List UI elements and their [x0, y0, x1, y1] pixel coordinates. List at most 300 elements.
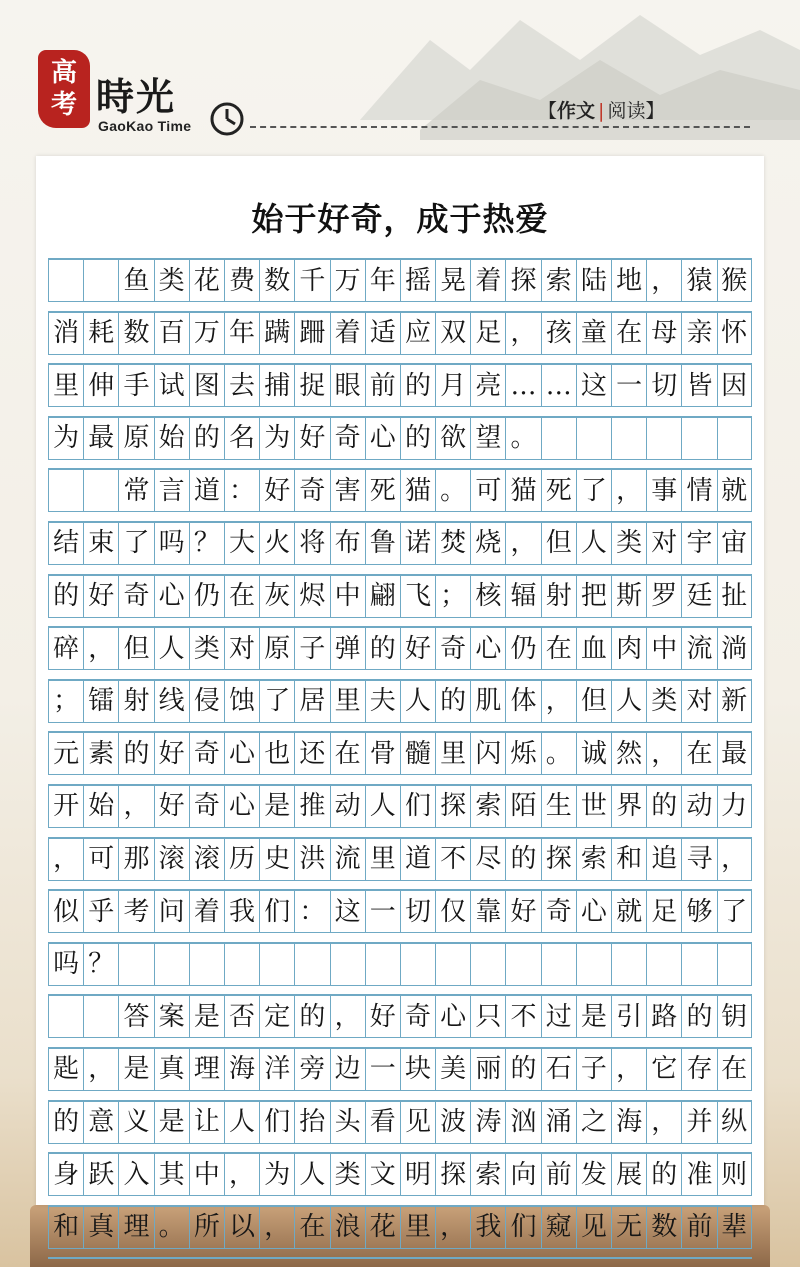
grid-row: [48, 1152, 752, 1205]
grid-cell: 界: [611, 786, 646, 828]
grid-cell: 里: [400, 1207, 435, 1249]
grid-cell: 大: [224, 523, 259, 565]
grid-cell: 骨: [365, 733, 400, 775]
grid-cell: 过: [541, 996, 576, 1038]
grid-cell: 试: [154, 365, 189, 407]
grid-cell: ，: [224, 1154, 259, 1196]
grid-cell: 名: [224, 418, 259, 460]
grid-cell: 在: [541, 628, 576, 670]
grid-cell: 了: [259, 681, 294, 723]
grid-cell: 的: [48, 576, 83, 618]
grid-cell: 案: [154, 996, 189, 1038]
grid-cell: 可: [83, 839, 118, 881]
grid-cell: ？: [189, 523, 224, 565]
grid-cell: ；: [435, 576, 470, 618]
grid-cell: 明: [400, 1154, 435, 1196]
grid-row: [48, 679, 752, 732]
grid-cell: 猫: [400, 470, 435, 512]
grid-cell: 仅: [435, 891, 470, 933]
grid-cell: 烬: [294, 576, 329, 618]
grid-cell: 在: [224, 576, 259, 618]
grid-cell: 流: [330, 839, 365, 881]
grid-cell: 所: [189, 1207, 224, 1249]
grid-cell: 了: [717, 891, 752, 933]
grid-cell: 去: [224, 365, 259, 407]
grid-cell: 无: [611, 1207, 646, 1249]
grid-cell: [541, 944, 576, 986]
grid-cell: 心: [435, 996, 470, 1038]
category-nav: [538, 96, 664, 123]
grid-cell: ；: [48, 681, 83, 723]
grid-cell: 。: [541, 733, 576, 775]
grid-cell: 的: [505, 1049, 540, 1091]
grid-cell: 侵: [189, 681, 224, 723]
grid-cell: 奇: [541, 891, 576, 933]
grid-cell: 块: [400, 1049, 435, 1091]
grid-cell: 一: [365, 1049, 400, 1091]
grid-cell: 吗: [154, 523, 189, 565]
grid-row: [48, 837, 752, 890]
grid-cell: 意: [83, 1102, 118, 1144]
grid-cell: 斯: [611, 576, 646, 618]
grid-cell: 也: [259, 733, 294, 775]
grid-cell: 然: [611, 733, 646, 775]
grid-cell: 为: [259, 1154, 294, 1196]
grid-cell: 线: [154, 681, 189, 723]
grid-cell: 人: [224, 1102, 259, 1144]
grid-cell: 在: [294, 1207, 329, 1249]
grid-cell: 引: [611, 996, 646, 1038]
grid-cell: 耗: [83, 313, 118, 355]
grid-cell: 奇: [400, 996, 435, 1038]
grid-cell: [294, 944, 329, 986]
grid-cell: 对: [224, 628, 259, 670]
grid-cell: 心: [365, 418, 400, 460]
grid-cell: 历: [224, 839, 259, 881]
grid-cell: ，: [646, 1102, 681, 1144]
grid-cell: [681, 418, 716, 460]
grid-cell: 理: [118, 1207, 153, 1249]
grid-cell: 孩: [541, 313, 576, 355]
grid-cell: 就: [611, 891, 646, 933]
grid-row: [48, 521, 752, 574]
grid-cell: 们: [400, 786, 435, 828]
grid-cell: 其: [154, 1154, 189, 1196]
grid-row: [48, 942, 752, 995]
grid-cell: 并: [681, 1102, 716, 1144]
grid-cell: 眼: [330, 365, 365, 407]
grid-cell: 好: [154, 786, 189, 828]
grid-cell: 类: [646, 681, 681, 723]
grid-cell: 涌: [541, 1102, 576, 1144]
grid-cell: 烁: [505, 733, 540, 775]
grid-cell: 世: [576, 786, 611, 828]
grid-cell: 的: [365, 628, 400, 670]
grid-cell: 怀: [717, 313, 752, 355]
grid-cell: ，: [83, 628, 118, 670]
writing-grid: [48, 258, 752, 1259]
grid-cell: 波: [435, 1102, 470, 1144]
grid-cell: 它: [646, 1049, 681, 1091]
grid-cell: 前: [365, 365, 400, 407]
grid-cell: [646, 944, 681, 986]
grid-cell: 对: [646, 523, 681, 565]
grid-cell: 猫: [505, 470, 540, 512]
grid-row: [48, 889, 752, 942]
grid-cell: 切: [646, 365, 681, 407]
grid-cell: 好: [294, 418, 329, 460]
grid-row: [48, 784, 752, 837]
essay-paper: [36, 156, 764, 1243]
grid-cell: 索: [470, 1154, 505, 1196]
grid-cell: 素: [83, 733, 118, 775]
grid-cell: 皆: [681, 365, 716, 407]
nav-item-essay[interactable]: 作文: [557, 100, 596, 122]
grid-cell: 千: [294, 260, 329, 302]
grid-cell: 鲁: [365, 523, 400, 565]
grid-cell: 鱼: [118, 260, 153, 302]
grid-cell: 伸: [83, 365, 118, 407]
brand-name: 時光: [96, 75, 177, 119]
grid-cell: 探: [435, 786, 470, 828]
grid-cell: 是: [189, 996, 224, 1038]
grid-cell: 奇: [435, 628, 470, 670]
grid-cell: 数: [259, 260, 294, 302]
grid-cell: 乎: [83, 891, 118, 933]
grid-cell: 布: [330, 523, 365, 565]
grid-cell: ，: [83, 1049, 118, 1091]
grid-cell: 是: [118, 1049, 153, 1091]
grid-cell: 陆: [576, 260, 611, 302]
grid-cell: 的: [681, 996, 716, 1038]
grid-cell: 仍: [189, 576, 224, 618]
grid-cell: 的: [435, 681, 470, 723]
grid-cell: 抬: [294, 1102, 329, 1144]
grid-cell: 的: [400, 365, 435, 407]
grid-cell: 年: [224, 313, 259, 355]
grid-cell: [435, 944, 470, 986]
grid-cell: 奇: [330, 418, 365, 460]
grid-cell: ：: [294, 891, 329, 933]
grid-cell: 淌: [717, 628, 752, 670]
grid-cell: ，: [435, 1207, 470, 1249]
grid-cell: 夫: [365, 681, 400, 723]
grid-cell: 我: [470, 1207, 505, 1249]
grid-cell: 义: [118, 1102, 153, 1144]
grid-cell: 人: [154, 628, 189, 670]
grid-cell: 足: [646, 891, 681, 933]
grid-row: [48, 574, 752, 627]
grid-cell: 望: [470, 418, 505, 460]
grid-cell: 亮: [470, 365, 505, 407]
grid-cell: 言: [154, 470, 189, 512]
grid-cell: 新: [717, 681, 752, 723]
grid-cell: 纵: [717, 1102, 752, 1144]
grid-cell: 。: [435, 470, 470, 512]
grid-cell: 始: [154, 418, 189, 460]
grid-cell: ，: [259, 1207, 294, 1249]
grid-row: [48, 1205, 752, 1260]
grid-cell: 的: [646, 786, 681, 828]
grid-cell: 数: [118, 313, 153, 355]
grid-row: [48, 468, 752, 521]
grid-cell: 类: [611, 523, 646, 565]
grid-cell: ，: [505, 313, 540, 355]
grid-cell: 始: [83, 786, 118, 828]
grid-cell: 够: [681, 891, 716, 933]
grid-cell: 真: [154, 1049, 189, 1091]
grid-row: [48, 363, 752, 416]
grid-cell: 射: [118, 681, 153, 723]
grid-cell: 好: [83, 576, 118, 618]
grid-cell: 弹: [330, 628, 365, 670]
grid-cell: 路: [646, 996, 681, 1038]
nav-bracket-open: 【: [538, 100, 558, 122]
grid-cell: 海: [224, 1049, 259, 1091]
grid-cell: 旁: [294, 1049, 329, 1091]
grid-cell: 肌: [470, 681, 505, 723]
grid-cell: [48, 260, 83, 302]
grid-cell: 寻: [681, 839, 716, 881]
grid-cell: 文: [365, 1154, 400, 1196]
grid-cell: 手: [118, 365, 153, 407]
grid-cell: 入: [118, 1154, 153, 1196]
grid-cell: 洋: [259, 1049, 294, 1091]
grid-cell: 好: [154, 733, 189, 775]
grid-cell: 那: [118, 839, 153, 881]
grid-cell: 之: [576, 1102, 611, 1144]
grid-cell: 这: [576, 365, 611, 407]
grid-cell: 在: [681, 733, 716, 775]
grid-cell: [681, 944, 716, 986]
grid-cell: 子: [576, 1049, 611, 1091]
grid-cell: 猿: [681, 260, 716, 302]
grid-cell: 心: [224, 786, 259, 828]
grid-cell: 数: [646, 1207, 681, 1249]
grid-cell: 但: [118, 628, 153, 670]
grid-cell: 害: [330, 470, 365, 512]
grid-cell: 翩: [365, 576, 400, 618]
grid-cell: 定: [259, 996, 294, 1038]
grid-cell: 烧: [470, 523, 505, 565]
grid-cell: 血: [576, 628, 611, 670]
grid-cell: 好: [400, 628, 435, 670]
grid-cell: ，: [48, 839, 83, 881]
grid-row: [48, 258, 752, 311]
grid-cell: 滚: [154, 839, 189, 881]
grid-cell: 肉: [611, 628, 646, 670]
grid-cell: 准: [681, 1154, 716, 1196]
grid-cell: 不: [505, 996, 540, 1038]
grid-cell: 碎: [48, 628, 83, 670]
grid-cell: 但: [541, 523, 576, 565]
grid-cell: 月: [435, 365, 470, 407]
grid-cell: ，: [118, 786, 153, 828]
grid-cell: 图: [189, 365, 224, 407]
grid-cell: 美: [435, 1049, 470, 1091]
grid-cell: 情: [681, 470, 716, 512]
grid-cell: 扯: [717, 576, 752, 618]
grid-cell: 心: [470, 628, 505, 670]
grid-cell: 涛: [470, 1102, 505, 1144]
grid-cell: 在: [611, 313, 646, 355]
grid-cell: 真: [83, 1207, 118, 1249]
grid-cell: 还: [294, 733, 329, 775]
grid-cell: 晃: [435, 260, 470, 302]
grid-cell: 消: [48, 313, 83, 355]
grid-cell: 费: [224, 260, 259, 302]
grid-cell: 里: [330, 681, 365, 723]
grid-cell: 道: [400, 839, 435, 881]
grid-cell: 万: [189, 313, 224, 355]
grid-cell: [83, 996, 118, 1038]
grid-cell: 发: [576, 1154, 611, 1196]
grid-cell: 吗: [48, 944, 83, 986]
grid-cell: 生: [541, 786, 576, 828]
grid-cell: 探: [505, 260, 540, 302]
grid-cell: 海: [611, 1102, 646, 1144]
grid-cell: 开: [48, 786, 83, 828]
grid-cell: 火: [259, 523, 294, 565]
grid-cell: [611, 418, 646, 460]
grid-cell: [48, 996, 83, 1038]
grid-cell: ：: [224, 470, 259, 512]
grid-cell: 类: [330, 1154, 365, 1196]
grid-cell: 对: [681, 681, 716, 723]
grid-cell: 可: [470, 470, 505, 512]
grid-cell: 索: [576, 839, 611, 881]
grid-cell: 原: [259, 628, 294, 670]
grid-cell: 人: [576, 523, 611, 565]
grid-cell: 史: [259, 839, 294, 881]
grid-cell: 心: [224, 733, 259, 775]
grid-cell: 原: [118, 418, 153, 460]
grid-cell: 这: [330, 891, 365, 933]
grid-cell: 石: [541, 1049, 576, 1091]
grid-cell: 动: [330, 786, 365, 828]
grid-cell: 奇: [294, 470, 329, 512]
grid-row: [48, 1047, 752, 1100]
grid-cell: 向: [505, 1154, 540, 1196]
grid-cell: 和: [48, 1207, 83, 1249]
grid-cell: 否: [224, 996, 259, 1038]
grid-cell: 问: [154, 891, 189, 933]
grid-cell: 的: [48, 1102, 83, 1144]
grid-cell: [224, 944, 259, 986]
nav-separator: |: [598, 100, 605, 122]
grid-cell: 蹒: [259, 313, 294, 355]
grid-cell: 探: [541, 839, 576, 881]
grid-cell: 人: [365, 786, 400, 828]
grid-cell: 捕: [259, 365, 294, 407]
grid-cell: 居: [294, 681, 329, 723]
grid-cell: [118, 944, 153, 986]
grid-cell: 子: [294, 628, 329, 670]
grid-cell: 只: [470, 996, 505, 1038]
nav-item-reading[interactable]: 阅读: [607, 100, 646, 122]
grid-cell: 足: [470, 313, 505, 355]
grid-cell: 捉: [294, 365, 329, 407]
grid-cell: 里: [365, 839, 400, 881]
grid-cell: 欲: [435, 418, 470, 460]
grid-cell: 奇: [189, 733, 224, 775]
grid-row: [48, 626, 752, 679]
grid-cell: 母: [646, 313, 681, 355]
grid-cell: 诚: [576, 733, 611, 775]
grid-cell: 丽: [470, 1049, 505, 1091]
grid-cell: 类: [189, 628, 224, 670]
grid-cell: 闪: [470, 733, 505, 775]
grid-cell: 最: [717, 733, 752, 775]
grid-cell: 元: [48, 733, 83, 775]
grid-cell: ，: [611, 470, 646, 512]
grid-cell: 我: [224, 891, 259, 933]
grid-cell: 的: [118, 733, 153, 775]
grid-row: [48, 1100, 752, 1153]
grid-cell: 理: [189, 1049, 224, 1091]
grid-cell: 的: [505, 839, 540, 881]
grid-cell: 猴: [717, 260, 752, 302]
grid-cell: 们: [259, 891, 294, 933]
grid-cell: 滚: [189, 839, 224, 881]
grid-cell: 因: [717, 365, 752, 407]
grid-cell: 和: [611, 839, 646, 881]
grid-cell: 跚: [294, 313, 329, 355]
grid-cell: 推: [294, 786, 329, 828]
grid-cell: 匙: [48, 1049, 83, 1091]
grid-cell: [611, 944, 646, 986]
grid-cell: 辈: [717, 1207, 752, 1249]
grid-cell: 索: [470, 786, 505, 828]
grid-cell: 最: [83, 418, 118, 460]
grid-cell: 答: [118, 996, 153, 1038]
grid-cell: 适: [365, 313, 400, 355]
brand-subtitle: GaoKao Time: [98, 118, 192, 134]
grid-cell: 存: [681, 1049, 716, 1091]
grid-cell: [154, 944, 189, 986]
grid-cell: 年: [365, 260, 400, 302]
grid-cell: 人: [611, 681, 646, 723]
grid-cell: 将: [294, 523, 329, 565]
grid-cell: 陌: [505, 786, 540, 828]
grid-cell: [717, 418, 752, 460]
grid-cell: 着: [330, 313, 365, 355]
grid-cell: 洪: [294, 839, 329, 881]
grid-cell: 汹: [505, 1102, 540, 1144]
grid-cell: 奇: [118, 576, 153, 618]
grid-cell: ，: [330, 996, 365, 1038]
grid-cell: 则: [717, 1154, 752, 1196]
grid-cell: ，: [505, 523, 540, 565]
grid-cell: [83, 470, 118, 512]
grid-cell: 切: [400, 891, 435, 933]
grid-cell: 以: [224, 1207, 259, 1249]
grid-cell: 力: [717, 786, 752, 828]
grid-cell: 灰: [259, 576, 294, 618]
grid-cell: [365, 944, 400, 986]
clock-icon: [208, 100, 246, 138]
grid-cell: 结: [48, 523, 83, 565]
grid-cell: …: [505, 365, 540, 407]
grid-cell: 追: [646, 839, 681, 881]
grid-cell: 心: [154, 576, 189, 618]
grid-cell: 宙: [717, 523, 752, 565]
grid-cell: 身: [48, 1154, 83, 1196]
grid-cell: 。: [154, 1207, 189, 1249]
grid-cell: 宇: [681, 523, 716, 565]
grid-cell: [330, 944, 365, 986]
grid-cell: [83, 260, 118, 302]
